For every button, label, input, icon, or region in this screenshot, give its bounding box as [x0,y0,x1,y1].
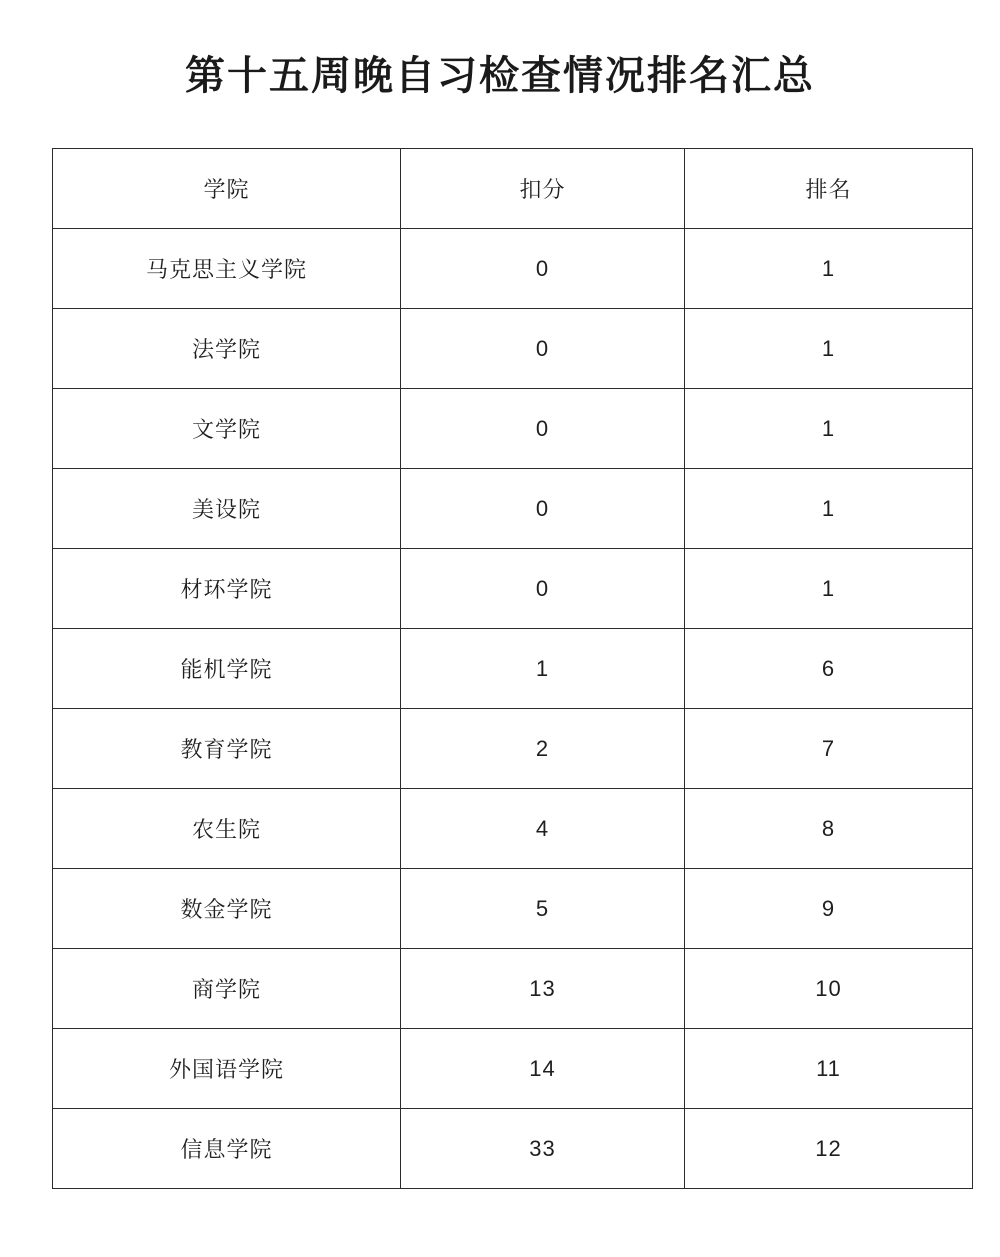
table-body [53,229,973,1189]
cell-college: 信息学院 [53,1109,401,1189]
table-row [53,1029,973,1109]
ranking-table [52,148,973,1189]
cell-college: 商学院 [53,949,401,1029]
column-header-rank: 排名 [685,149,973,229]
cell-rank: 8 [685,789,973,869]
cell-score: 14 [401,1029,685,1109]
table-row [53,229,973,309]
cell-score: 13 [401,949,685,1029]
table-row [53,1109,973,1189]
cell-college: 美设院 [53,469,401,549]
cell-rank: 1 [685,229,973,309]
cell-score: 0 [401,469,685,549]
cell-rank: 12 [685,1109,973,1189]
cell-score: 1 [401,629,685,709]
cell-college: 能机学院 [53,629,401,709]
cell-rank: 7 [685,709,973,789]
cell-rank: 10 [685,949,973,1029]
table-row [53,709,973,789]
cell-college: 教育学院 [53,709,401,789]
ranking-table-container [52,148,972,1189]
cell-college: 农生院 [53,789,401,869]
cell-score: 0 [401,229,685,309]
cell-score: 4 [401,789,685,869]
cell-college: 数金学院 [53,869,401,949]
table-row [53,389,973,469]
table-row [53,469,973,549]
table-header [53,149,973,229]
table-row [53,949,973,1029]
table-row [53,789,973,869]
table-header-row [53,149,973,229]
cell-score: 2 [401,709,685,789]
cell-college: 马克思主义学院 [53,229,401,309]
cell-college: 法学院 [53,309,401,389]
cell-score: 33 [401,1109,685,1189]
column-header-college: 学院 [53,149,401,229]
cell-score: 5 [401,869,685,949]
cell-score: 0 [401,549,685,629]
cell-rank: 11 [685,1029,973,1109]
page-title: 第十五周晚自习检查情况排名汇总 [185,54,815,98]
cell-rank: 6 [685,629,973,709]
cell-score: 0 [401,309,685,389]
table-row [53,629,973,709]
table-row [53,309,973,389]
table-row [53,549,973,629]
cell-rank: 1 [685,549,973,629]
cell-college: 材环学院 [53,549,401,629]
cell-rank: 1 [685,389,973,469]
table-row [53,869,973,949]
cell-rank: 1 [685,309,973,389]
cell-rank: 1 [685,469,973,549]
cell-score: 0 [401,389,685,469]
cell-college: 文学院 [53,389,401,469]
cell-rank: 9 [685,869,973,949]
cell-college: 外国语学院 [53,1029,401,1109]
column-header-score: 扣分 [401,149,685,229]
